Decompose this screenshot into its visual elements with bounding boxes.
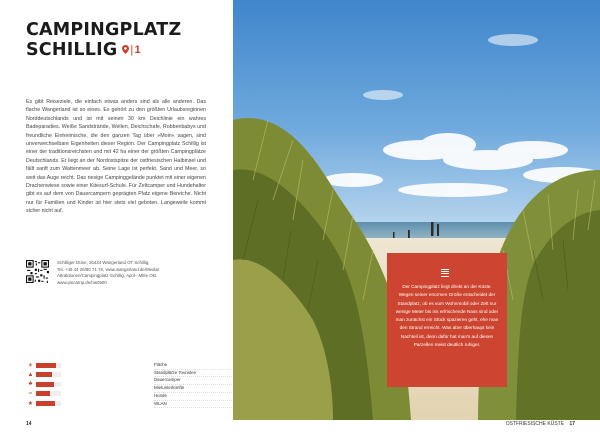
section-name: OSTFRIESISCHE KÜSTE: [505, 421, 565, 427]
tree-icon: ♣: [28, 381, 33, 388]
rating-bar-fill: [36, 363, 56, 368]
title-line-2: SCHILLIG: [26, 40, 118, 60]
left-page-number: 14: [26, 421, 32, 427]
star-icon: ★: [27, 400, 34, 407]
right-folio: [506, 421, 575, 427]
fact-label: Fläche: [154, 362, 168, 367]
page-title: [26, 20, 206, 60]
callout-text: Der Campingplatz liegt direkt an der Küste. Wegen seiner enormen Größe entscheidet der Standplatz, ob es vom Wohnmobil oder Zelt nur wenige Meter bis ins erfrischende Nass sind oder man zunächst ein Stück spazieren geht, ehe man den Strand erreicht. Was aber überhaupt kein Nachteil ist, denn dafür hat man's auf diesen Parzellen meist deutlich ruhiger.: [395, 284, 499, 348]
map-pin-icon: [122, 45, 129, 54]
pincamp-link[interactable]: www.pincamp.de/nw0500: [57, 280, 107, 286]
right-page-number: 17: [569, 421, 575, 427]
rating-bar: [36, 363, 61, 368]
rating-bar-fill: [36, 391, 50, 396]
location-marker: |1: [122, 40, 140, 60]
season-line: Attraktionen/Campingplatz-Schillig, April– Mitte Okt.: [57, 273, 158, 279]
phone-web-line: Tel. +49 44 26/90 71 70, www.wangerland.de/Media/: [57, 266, 160, 272]
fact-label: Hunde: [154, 392, 167, 398]
sun-icon: ☀: [27, 362, 34, 369]
fact-label: Mietunterkünfte: [154, 385, 185, 391]
rating-bar-fill: [36, 382, 54, 387]
fact-label: WLAN: [154, 400, 167, 406]
fact-label: Standplätze Touristen: [154, 369, 197, 375]
ratings-panel: [26, 361, 126, 409]
rating-bar: [36, 401, 61, 406]
rating-row: [26, 371, 126, 379]
wave-icon: ≈: [28, 390, 33, 397]
address-line: Schilliger Düne, 26434 Wangerland OT Schillig,: [57, 260, 150, 265]
title-line-1: CAMPINGPLATZ: [26, 20, 182, 40]
rating-bar: [36, 391, 61, 396]
qr-code-icon: [26, 260, 49, 283]
rating-row: [26, 399, 126, 407]
tent-icon: ▲: [27, 371, 34, 378]
fact-label: Dauercamper: [154, 377, 181, 383]
rating-row: [26, 361, 126, 369]
rating-row: [26, 380, 126, 388]
menu-lines-icon: [441, 269, 449, 278]
marker-number: 1: [134, 44, 141, 56]
rating-bar: [36, 372, 61, 377]
rating-bar: [36, 382, 61, 387]
info-callout: [387, 253, 507, 387]
rating-row: [26, 390, 126, 398]
article-body: Es gibt Reiseziele, die einfach etwas anders sind als alle anderen. Das flache Wangerland ist so eines. Es gehört zu den größten Urlaubsregionen Norddeutschlands und ist mit seinen 30 km Deichlinie ein wahres Badeparadies. Weiße Sandstrände, Wellen, Deichschafe, Robbenbabys und freundliche Einheimische, die den ganzen Tag über »Moin« sagen, sind unverwechselbare Eigenheiten dieser Region. Der Campingplatz Schillig ist einer der traditionsreichsten und mit 42 ha einer der größten Campingplätze Deutschlands. Er liegt an der Nordostspitze der ostfriesischen Halbinsel und fällt sanft zum Wattenmeer ab. Seine Lage ist perfekt. Sand und Meer, so weit das Auge reicht. Das riesige Campinggelände punktet mit einer eigenen Drachenwiese sowie einer Kitesurf-Schule. Für Zeltcamper und Hundehalter gibt es auf dem von Dauercampern geprägten Platz eigene Bereiche. Nicht nur für Familien und Kinder ist hier stets viel geboten. Langeweile kommt sicher nicht auf.: [26, 99, 206, 215]
contact-info: [57, 260, 202, 287]
rating-bar-fill: [36, 372, 52, 377]
rating-bar-fill: [36, 401, 55, 406]
